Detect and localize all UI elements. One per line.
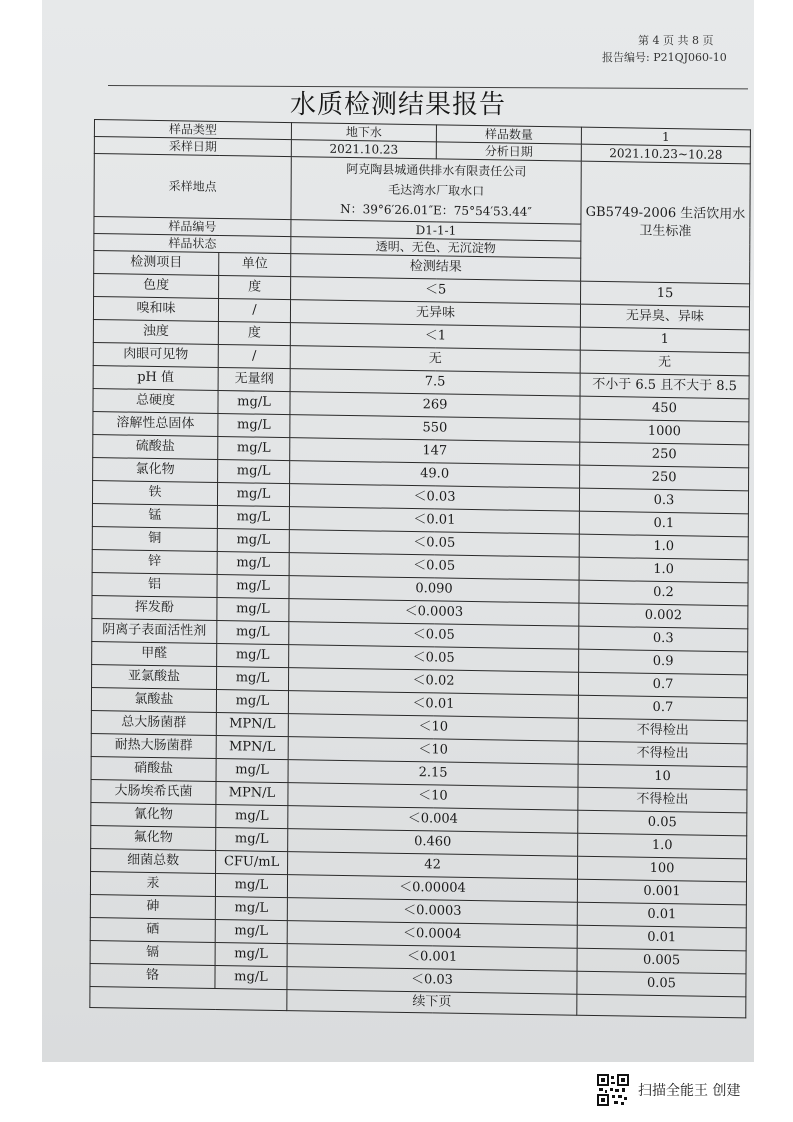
row-result: 49.0 <box>290 461 580 489</box>
sample-no-value: D1-1-1 <box>291 220 581 242</box>
row-unit: mg/L <box>215 897 287 921</box>
row-unit: mg/L <box>215 966 287 990</box>
column-header-item: 检测项目 <box>94 251 219 276</box>
row-limit: 0.05 <box>577 971 746 997</box>
row-item: 硫酸盐 <box>93 435 218 460</box>
row-item: 铁 <box>92 481 217 506</box>
row-limit: 0.01 <box>577 925 746 951</box>
row-unit: mg/L <box>216 758 288 782</box>
row-item: 锰 <box>92 504 217 529</box>
row-limit: 450 <box>580 396 749 422</box>
row-limit: 250 <box>580 465 749 491</box>
row-unit: mg/L <box>217 505 289 529</box>
row-limit: 0.3 <box>579 626 748 652</box>
row-limit: 1.0 <box>579 557 748 583</box>
row-item: 细菌总数 <box>91 849 216 874</box>
row-unit: mg/L <box>218 436 290 460</box>
row-item: 铝 <box>92 573 217 598</box>
row-item: 色度 <box>94 274 219 299</box>
row-item: 汞 <box>90 872 215 897</box>
sampling-date-label: 采样日期 <box>94 137 291 157</box>
location-value <box>291 157 581 225</box>
row-unit: mg/L <box>218 390 290 414</box>
row-result: ＜10 <box>288 737 578 765</box>
location-line-site: 毛达湾水厂取水口 <box>388 182 485 199</box>
row-item: 硒 <box>90 918 215 943</box>
row-unit: / <box>218 298 290 322</box>
row-limit: 0.002 <box>579 603 748 629</box>
row-limit: 不小于 6.5 且不大于 8.5 <box>580 373 749 399</box>
row-unit: mg/L <box>217 666 289 690</box>
row-limit: 0.005 <box>577 948 746 974</box>
row-result: ＜5 <box>291 277 581 305</box>
row-limit: 0.001 <box>577 879 746 905</box>
row-item: 浊度 <box>93 320 218 345</box>
row-limit: 不得检出 <box>578 718 747 744</box>
row-unit: 无量纲 <box>218 367 290 391</box>
row-unit: 度 <box>218 321 290 345</box>
row-result: ＜0.03 <box>287 967 577 995</box>
row-limit: 0.2 <box>579 580 748 606</box>
sample-state-value: 透明、无色、无沉淀物 <box>291 237 581 259</box>
standard-name: GB5749-2006 生活饮用水卫生标准 <box>581 161 751 284</box>
row-result: ＜1 <box>290 323 580 351</box>
analysis-date-label: 分析日期 <box>436 142 581 161</box>
row-result: ＜0.03 <box>289 484 579 512</box>
row-result: ＜0.01 <box>289 507 579 535</box>
row-result: 42 <box>288 852 578 880</box>
row-item: 总硬度 <box>93 389 218 414</box>
results-table <box>89 119 751 1018</box>
row-result: ＜10 <box>288 783 578 811</box>
sample-state-label: 样品状态 <box>94 234 291 254</box>
row-result: ＜0.0003 <box>287 898 577 926</box>
row-unit: mg/L <box>217 620 289 644</box>
row-limit: 0.3 <box>579 488 748 514</box>
row-result: ＜0.0003 <box>289 599 579 627</box>
row-unit: mg/L <box>218 413 290 437</box>
footer-blank-std <box>577 994 746 1018</box>
row-result: 2.15 <box>288 760 578 788</box>
row-unit: MPN/L <box>216 735 288 759</box>
row-result: 7.5 <box>290 369 580 397</box>
row-limit: 250 <box>580 442 749 468</box>
row-result: ＜0.05 <box>289 622 579 650</box>
row-unit: mg/L <box>217 482 289 506</box>
row-item: 硝酸盐 <box>91 757 216 782</box>
row-unit: mg/L <box>217 574 289 598</box>
row-item: 砷 <box>90 895 215 920</box>
row-item: 大肠埃希氏菌 <box>91 780 216 805</box>
location-line-company: 阿克陶县城通供排水有限责任公司 <box>346 161 527 179</box>
page-title: 水质检测结果报告 <box>289 90 506 120</box>
row-unit: mg/L <box>215 874 287 898</box>
row-item: 甲醛 <box>92 642 217 667</box>
row-item: 肉眼可见物 <box>93 343 218 368</box>
row-item: 阴离子表面活性剂 <box>92 619 217 644</box>
row-result: ＜0.0004 <box>287 921 577 949</box>
row-result: ＜0.004 <box>288 806 578 834</box>
row-limit: 无 <box>580 350 749 376</box>
row-limit: 1.0 <box>578 833 747 859</box>
row-limit: 1.0 <box>579 534 748 560</box>
row-item: 氰化物 <box>91 803 216 828</box>
row-result: 147 <box>290 438 580 466</box>
page-number: 第 4 页 共 8 页 <box>638 34 714 47</box>
column-header-unit: 单位 <box>219 252 291 276</box>
scanner-label: 扫描全能王 创建 <box>638 1083 741 1099</box>
row-limit: 无异臭、异味 <box>580 304 749 330</box>
row-limit: 0.7 <box>578 695 747 721</box>
row-limit: 0.05 <box>578 810 747 836</box>
row-result: 550 <box>290 415 580 443</box>
row-item: 总大肠菌群 <box>91 711 216 736</box>
sample-type-label: 样品类型 <box>94 120 291 140</box>
row-item: 亚氯酸盐 <box>92 665 217 690</box>
row-item: 氟化物 <box>91 826 216 851</box>
row-item: pH 值 <box>93 366 218 391</box>
row-item: 溶解性总固体 <box>93 412 218 437</box>
row-unit: mg/L <box>216 804 288 828</box>
row-limit: 1 <box>580 327 749 353</box>
row-unit: mg/L <box>217 643 289 667</box>
row-result: ＜0.05 <box>289 553 579 581</box>
row-limit: 0.9 <box>579 649 748 675</box>
row-limit: 15 <box>581 281 750 307</box>
continued-note: 续下页 <box>287 990 577 1016</box>
location-line-coords: N：39°6′26.01″E：75°54′53.44″ <box>340 201 532 219</box>
row-unit: mg/L <box>216 828 288 852</box>
row-limit: 不得检出 <box>578 787 747 813</box>
row-result: ＜0.001 <box>287 944 577 972</box>
location-label: 采样地点 <box>94 154 291 220</box>
row-limit: 100 <box>578 856 747 882</box>
row-limit: 1000 <box>580 419 749 445</box>
row-item: 铜 <box>92 527 217 552</box>
row-result: ＜10 <box>288 714 578 742</box>
row-item: 耐热大肠菌群 <box>91 734 216 759</box>
row-limit: 0.7 <box>578 672 747 698</box>
scanned-page <box>42 0 754 1062</box>
column-header-result: 检测结果 <box>291 254 581 282</box>
row-result: 无 <box>290 346 580 374</box>
location-row <box>94 154 750 227</box>
sample-qty-value: 1 <box>581 127 750 147</box>
row-unit: mg/L <box>217 551 289 575</box>
row-limit: 0.01 <box>577 902 746 928</box>
sample-no-label: 样品编号 <box>94 217 291 237</box>
row-item: 嗅和味 <box>93 297 218 322</box>
row-unit: CFU/mL <box>216 851 288 875</box>
sample-qty-label: 样品数量 <box>436 125 581 144</box>
row-unit: 度 <box>219 275 291 299</box>
row-item: 镉 <box>90 941 215 966</box>
row-result: ＜0.05 <box>289 530 579 558</box>
row-result: 0.460 <box>288 829 578 857</box>
row-unit: mg/L <box>217 597 289 621</box>
row-item: 挥发酚 <box>92 596 217 621</box>
scanner-watermark <box>596 1072 740 1108</box>
row-result: 0.090 <box>289 576 579 604</box>
row-unit: MPN/L <box>216 781 288 805</box>
row-result: ＜0.02 <box>289 668 579 696</box>
sampling-date-value: 2021.10.23 <box>291 140 436 159</box>
row-item: 铬 <box>90 964 215 989</box>
row-result: 无异味 <box>290 300 580 328</box>
row-unit: / <box>218 344 290 368</box>
row-result: ＜0.01 <box>288 691 578 719</box>
analysis-date-value: 2021.10.23~10.28 <box>581 144 750 164</box>
row-item: 锌 <box>92 550 217 575</box>
report-number: 报告编号: P21QJ060-10 <box>602 51 727 64</box>
row-unit: mg/L <box>215 920 287 944</box>
sample-type-value: 地下水 <box>291 123 436 142</box>
footer-blank <box>90 987 287 1011</box>
row-limit: 0.1 <box>579 511 748 537</box>
row-result: ＜0.05 <box>289 645 579 673</box>
row-unit: MPN/L <box>216 712 288 736</box>
row-unit: mg/L <box>215 943 287 967</box>
row-unit: mg/L <box>218 459 290 483</box>
row-item: 氯化物 <box>93 458 218 483</box>
row-limit: 不得检出 <box>578 741 747 767</box>
row-limit: 10 <box>578 764 747 790</box>
row-unit: mg/L <box>216 689 288 713</box>
row-result: ＜0.00004 <box>287 875 577 903</box>
row-unit: mg/L <box>217 528 289 552</box>
row-result: 269 <box>290 392 580 420</box>
qr-code-icon <box>596 1073 630 1107</box>
row-item: 氯酸盐 <box>91 688 216 713</box>
